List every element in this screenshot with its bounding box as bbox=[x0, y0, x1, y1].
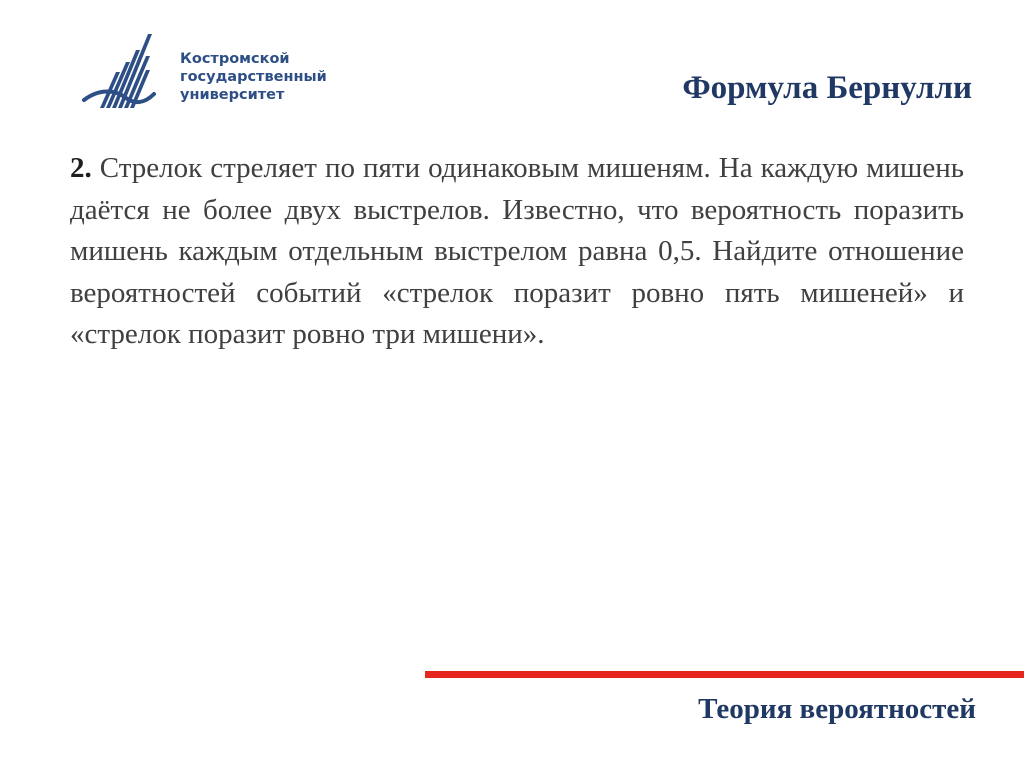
footer-divider bbox=[425, 671, 1024, 678]
logo-line-2: государственный bbox=[180, 69, 327, 85]
logo-text bbox=[180, 50, 327, 104]
task-text: Стрелок стреляет по пяти одинаковым мишеням. На каждую мишень даётся не более двух выстрелов. Известно, что вероятность поразить мишень каждым отдельным выстрелом равна 0,5. Найдите отношение вероятностей событий «стрелок поразит ровно пять мишеней» и «стрелок поразит ровно три мишени». bbox=[70, 152, 964, 350]
task-paragraph bbox=[70, 148, 964, 356]
slide-title: Формула Бернулли bbox=[682, 70, 972, 106]
task-number: 2. bbox=[70, 152, 92, 184]
footer-subject: Теория вероятностей bbox=[698, 693, 976, 725]
university-logo bbox=[82, 30, 362, 118]
logo-line-3: университет bbox=[180, 87, 285, 103]
logo-line-1: Костромской bbox=[180, 51, 290, 67]
logo-emblem-icon bbox=[82, 30, 162, 118]
